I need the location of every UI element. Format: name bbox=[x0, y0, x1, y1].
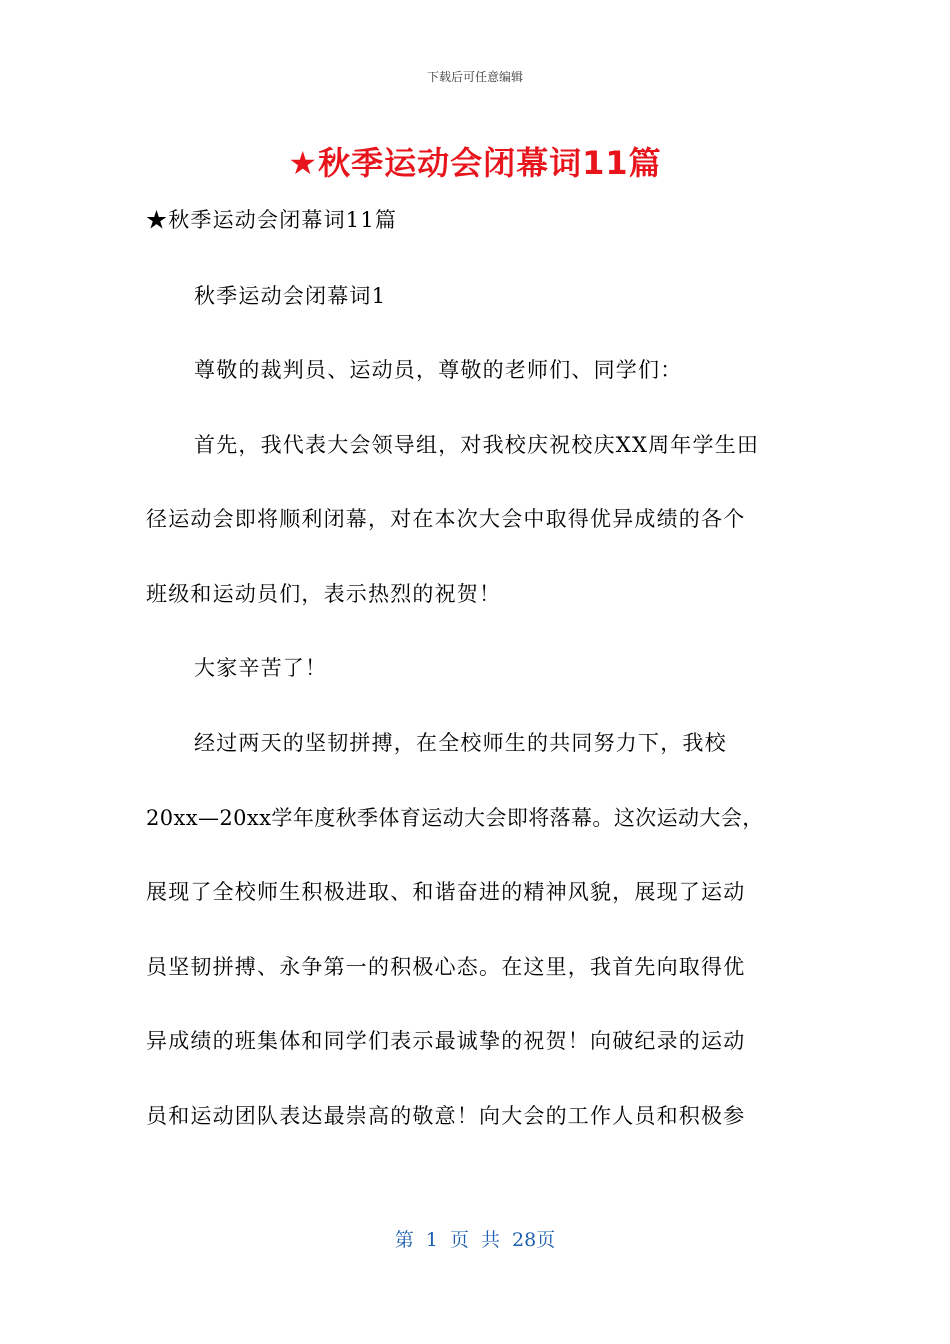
section-heading: 秋季运动会闭幕词1 bbox=[194, 284, 387, 308]
paragraph-line: 径运动会即将顺利闭幕，对在本次大会中取得优异成绩的各个 bbox=[146, 507, 746, 531]
salutation-line: 尊敬的裁判员、运动员，尊敬的老师们、同学们： bbox=[194, 358, 683, 382]
paragraph-line: 首先，我代表大会领导组，对我校庆祝校庆XX周年学生田 bbox=[194, 433, 760, 457]
page-indicator: 第 1 页 共 28页 bbox=[394, 1229, 556, 1251]
paragraph-line: 20xx—20xx学年度秋季体育运动大会即将落幕。这次运动大会， bbox=[146, 806, 764, 830]
paragraph-line: 异成绩的班集体和同学们表示最诚挚的祝贺！向破纪录的运动 bbox=[146, 1029, 746, 1053]
document-title: ★秋季运动会闭幕词11篇 bbox=[288, 144, 662, 182]
paragraph-line: 班级和运动员们，表示热烈的祝贺！ bbox=[146, 582, 502, 606]
paragraph-line: 经过两天的坚韧拼搏，在全校师生的共同努力下，我校 bbox=[194, 731, 727, 755]
paragraph-line: 展现了全校师生积极进取、和谐奋进的精神风貌，展现了运动 bbox=[146, 880, 746, 904]
paragraph-line: 员坚韧拼搏、永争第一的积极心态。在这里，我首先向取得优 bbox=[146, 955, 746, 979]
subtitle-line: ★秋季运动会闭幕词11篇 bbox=[146, 208, 398, 232]
paragraph-line: 员和运动团队表达最崇高的敬意！向大会的工作人员和积极参 bbox=[146, 1104, 746, 1128]
paragraph-line: 大家辛苦了！ bbox=[194, 656, 328, 680]
header-note: 下载后可任意编辑 bbox=[426, 70, 523, 84]
